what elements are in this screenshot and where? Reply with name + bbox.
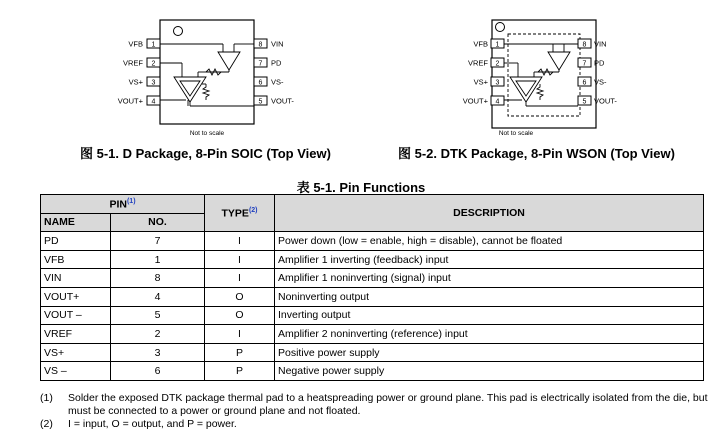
header-description: DESCRIPTION bbox=[275, 195, 704, 232]
table-row bbox=[41, 287, 704, 306]
pin-type: O bbox=[205, 306, 275, 325]
header-no: NO. bbox=[111, 213, 205, 232]
pin1-marker bbox=[496, 23, 505, 32]
figure-caption-wson: 图 5-2. DTK Package, 8-Pin WSON (Top View) bbox=[398, 146, 675, 161]
pin-type: P bbox=[205, 343, 275, 362]
pin-description: Negative power supply bbox=[275, 362, 704, 381]
not-to-scale-note: Not to scale bbox=[498, 130, 534, 137]
pin-label: VFB bbox=[473, 39, 488, 49]
pin-description: Amplifier 1 noninverting (signal) input bbox=[275, 269, 704, 288]
table-row bbox=[41, 232, 704, 251]
pin-number: 2 bbox=[111, 325, 205, 344]
pin-description: Positive power supply bbox=[275, 343, 704, 362]
table-row bbox=[41, 250, 704, 269]
pin-num: 2 bbox=[151, 60, 156, 68]
pin-description: Noninverting output bbox=[275, 287, 704, 306]
pin-name: VREF bbox=[41, 325, 111, 344]
pin-description: Inverting output bbox=[275, 306, 704, 325]
footnote-text: Solder the exposed DTK package thermal pad to a heatspreading power or ground plane. This pad is electrically isolated from the die, but must be connected to a power or ground plane and not floated. bbox=[68, 392, 708, 417]
pin-name: VOUT – bbox=[41, 306, 111, 325]
pin-label: VS- bbox=[271, 77, 284, 87]
footnote-number: (1) bbox=[40, 392, 53, 404]
amplifier-schematic bbox=[504, 44, 578, 106]
pin-label: PD bbox=[271, 58, 282, 68]
wson-right-pins bbox=[578, 39, 617, 106]
pin-num: 4 bbox=[151, 98, 156, 106]
pin-name: VOUT+ bbox=[41, 287, 111, 306]
table-header-row bbox=[41, 195, 704, 214]
pin-number: 6 bbox=[111, 362, 205, 381]
pin-name: VFB bbox=[41, 250, 111, 269]
pin-label: VREF bbox=[122, 58, 143, 68]
pin-number: 1 bbox=[111, 250, 205, 269]
pin-label: VOUT+ bbox=[117, 96, 143, 106]
footnote bbox=[40, 418, 710, 431]
pin-num: 3 bbox=[151, 79, 156, 87]
pin-label: VREF bbox=[467, 58, 488, 68]
wson-left-pins bbox=[463, 39, 504, 106]
footnote-text: I = input, O = output, and P = power. bbox=[68, 418, 237, 430]
soic-package-diagram bbox=[110, 14, 310, 140]
pin-type: I bbox=[205, 269, 275, 288]
pin-number: 5 bbox=[111, 306, 205, 325]
footnote-ref[interactable]: (1) bbox=[126, 197, 136, 205]
pin-type: P bbox=[205, 362, 275, 381]
pin-num: 3 bbox=[495, 79, 500, 87]
pin-num: 5 bbox=[582, 98, 587, 106]
table-row bbox=[41, 343, 704, 362]
footnote-ref[interactable]: (2) bbox=[248, 206, 258, 214]
table-row bbox=[41, 325, 704, 344]
pin-name: VIN bbox=[41, 269, 111, 288]
pin-type: O bbox=[205, 287, 275, 306]
pin-num: 1 bbox=[151, 41, 156, 49]
footnote bbox=[40, 392, 710, 418]
amplifier-schematic bbox=[160, 44, 254, 106]
pin-name: PD bbox=[41, 232, 111, 251]
pin-number: 4 bbox=[111, 287, 205, 306]
footnote-number: (2) bbox=[40, 418, 53, 430]
pin-label: VOUT- bbox=[594, 96, 617, 106]
pin-description: Amplifier 1 inverting (feedback) input bbox=[275, 250, 704, 269]
pin-label: VOUT+ bbox=[462, 96, 488, 106]
pin-label: VOUT- bbox=[271, 96, 294, 106]
pin-num: 1 bbox=[495, 41, 500, 49]
pin-type: I bbox=[205, 325, 275, 344]
pin-functions-table bbox=[40, 194, 704, 381]
pin1-marker bbox=[174, 27, 183, 36]
header-pin: PIN$^{(1)}$ bbox=[41, 195, 205, 214]
pin-label: VS+ bbox=[473, 77, 488, 87]
pin-type: I bbox=[205, 232, 275, 251]
pin-description: Amplifier 2 noninverting (reference) input bbox=[275, 325, 704, 344]
pin-label: VFB bbox=[128, 39, 143, 49]
header-type: TYPE$^{(2)}$ bbox=[205, 195, 275, 232]
pin-type: I bbox=[205, 250, 275, 269]
pin-num: 7 bbox=[582, 60, 587, 68]
wson-package-diagram bbox=[460, 14, 650, 140]
table-row bbox=[41, 269, 704, 288]
pin-description: Power down (low = enable, high = disable), cannot be floated bbox=[275, 232, 704, 251]
pin-num: 8 bbox=[258, 41, 263, 49]
soic-right-pins bbox=[254, 39, 294, 106]
pin-label: VS+ bbox=[128, 77, 143, 87]
pin-num: 5 bbox=[258, 98, 263, 106]
pin-num: 2 bbox=[495, 60, 500, 68]
figure-caption-soic: 图 5-1. D Package, 8-Pin SOIC (Top View) bbox=[80, 146, 331, 161]
pin-name: VS – bbox=[41, 362, 111, 381]
pin-number: 8 bbox=[111, 269, 205, 288]
pin-label: PD bbox=[594, 58, 605, 68]
pin-num: 4 bbox=[495, 98, 500, 106]
not-to-scale-note: Not to scale bbox=[189, 130, 225, 137]
header-name: NAME bbox=[41, 213, 111, 232]
table-footnotes bbox=[40, 392, 710, 431]
pin-label: VIN bbox=[594, 39, 607, 49]
soic-left-pins bbox=[118, 39, 160, 106]
table-title: 表 5-1. Pin Functions bbox=[296, 180, 426, 195]
pin-num: 8 bbox=[582, 41, 587, 49]
pin-number: 3 bbox=[111, 343, 205, 362]
pin-num: 6 bbox=[582, 79, 587, 87]
table-row bbox=[41, 362, 704, 381]
pin-num: 7 bbox=[258, 60, 263, 68]
pin-label: VS- bbox=[594, 77, 607, 87]
pin-number: 7 bbox=[111, 232, 205, 251]
pin-name: VS+ bbox=[41, 343, 111, 362]
pin-label: VIN bbox=[271, 39, 284, 49]
pin-num: 6 bbox=[258, 79, 263, 87]
table-row bbox=[41, 306, 704, 325]
